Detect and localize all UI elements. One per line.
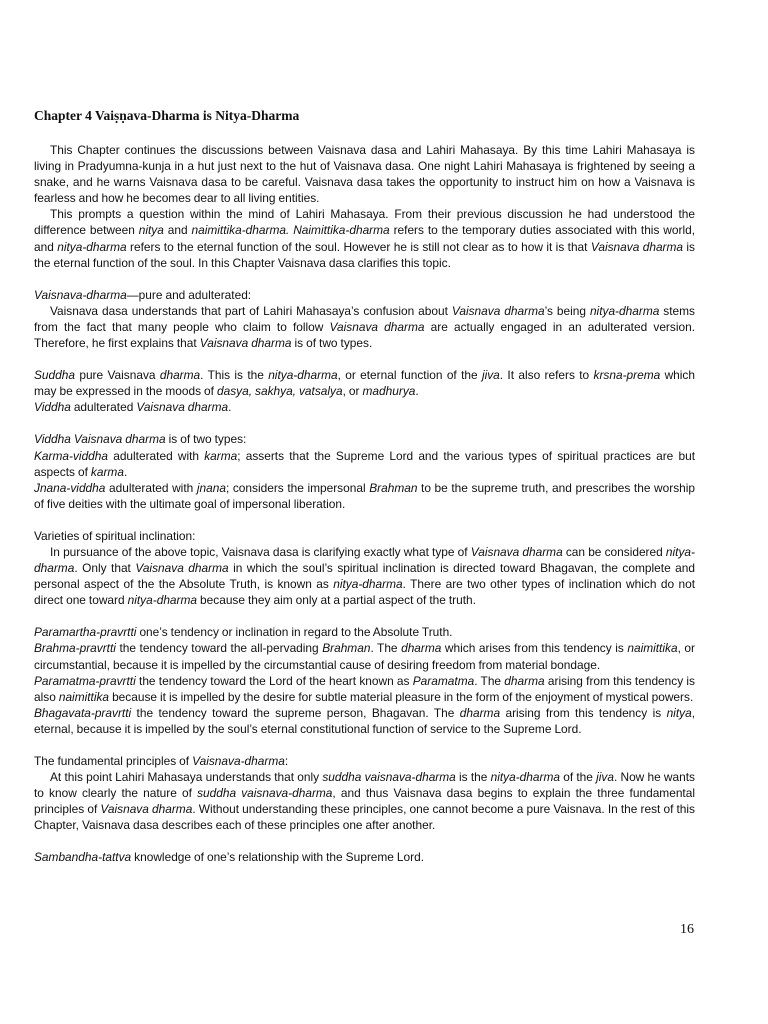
principles-paragraph: At this point Lahiri Mahasaya understands that only suddha vaisnava-dharma is the nitya-dharma of the jiva. Now he wants to know clearly the nature of suddha vaisnava-dharma, and thus Vaisnava dasa begins to explain the three fundamental principles of Vaisnava dharma. Without understanding these principles, one cannot become a pure Vaisnava. In the rest of this Chapter, Vaisnava dasa describes each of these principles one after another.	[34, 770, 696, 833]
section-heading-principles: The fundamental principles of Vaisnava-dharma:	[34, 754, 289, 768]
section-heading-viddha-types: Viddha Vaisnava dharma is of two types:	[34, 432, 247, 447]
chapter-title: Chapter 4 Vaiṣṇava-Dharma is Nitya-Dharma	[34, 108, 300, 123]
section-heading-inclination: Varieties of spiritual inclination:	[34, 528, 196, 543]
definition-jnana-viddha: Jnana-viddha adulterated with jnana; considers the impersonal Brahman to be the supreme truth, and prescribes the worship of five deities with the ultimate goal of impersonal liberation.	[34, 480, 696, 511]
prompt-paragraph: This prompts a question within the mind of Lahiri Mahasaya. From their previous discussion he had understood the difference between nitya and naimittika-dharma. Naimittika-dharma refers to the temporary duties associated with this world, and nitya-dharma refers to the eternal function of the soul. However he is still not clear as to how it is that Vaisnava dharma is the eternal function of the soul. In this Chapter Vaisnava dasa clarifies this topic.	[34, 207, 695, 270]
definition-paramatma: Paramatma-pravrtti the tendency toward the Lord of the heart known as Paramatma. The dharma arising from this tendency is also naimittika because it is impelled by the desire for subtle material pleasure in the form of the enjoyment of mystical powers.	[34, 673, 696, 704]
definition-karma-viddha: Karma-viddha adulterated with karma; asserts that the Supreme Lord and the various types of spiritual practices are but aspects of karma.	[34, 448, 695, 479]
page-number: 16	[680, 922, 694, 937]
definition-viddha: Viddha adulterated Vaisnava dharma.	[34, 400, 232, 415]
definition-bhagavata: Bhagavata-pravrtti the tendency toward the supreme person, Bhagavan. The dharma arising from this tendency is nitya, eternal, because it is impelled by the soul’s eternal constitutional function of service to the Supreme Lord.	[34, 705, 695, 736]
section-heading-pure-adulterated: Vaisnava-dharma—pure and adulterated:	[34, 287, 252, 302]
confusion-paragraph: Vaisnava dasa understands that part of Lahiri Mahasaya’s confusion about Vaisnava dharma’s being nitya-dharma stems from the fact that many people who claim to follow Vaisnava dharma are actually engaged in an adulterated version. Therefore, he first explains that Vaisnava dharma is of two types.	[34, 303, 696, 351]
definition-paramartha: Paramartha-pravrtti one’s tendency or inclination in regard to the Absolute Truth.	[34, 625, 453, 640]
intro-paragraph: This Chapter continues the discussions between Vaisnava dasa and Lahiri Mahasaya. By this time Lahiri Mahasaya is living in Pradyumna-kunja in a hut just next to the hut of Vaisnava dasa. One night Lahiri Mahasaya is frightened by seeing a snake, and he warns Vaisnava dasa to be careful. Vaisnava dasa takes the opportunity to instruct him on how a Vaisnava is fearless and how he becomes dear to all living entities.	[34, 143, 695, 206]
inclination-paragraph: In pursuance of the above topic, Vaisnava dasa is clarifying exactly what type of Vaisnava dharma can be considered nitya-dharma. Only that Vaisnava dharma in which the soul’s spiritual inclination is directed toward Bhagavan, the complete and personal aspect of the the Absolute Truth, is known as nitya-dharma. There are two other types of inclination which do not direct one toward nitya-dharma because they aim only at a partial aspect of the truth.	[34, 544, 695, 608]
document-page	[34, 108, 695, 866]
definition-brahma: Brahma-pravrtti the tendency toward the all-pervading Brahman. The dharma which arises from this tendency is naimittika, or circumstantial, because it is impelled by the circumstantial cause of desiring freedom from material bondage.	[34, 641, 695, 672]
definition-suddha: Suddha pure Vaisnava dharma. This is the nitya-dharma, or eternal function of the jiva. It also refers to krsna-prema which may be expressed in the moods of dasya, sakhya, vatsalya, or madhurya.	[34, 368, 695, 399]
definition-sambandha: Sambandha-tattva knowledge of one’s relationship with the Supreme Lord.	[34, 850, 425, 865]
